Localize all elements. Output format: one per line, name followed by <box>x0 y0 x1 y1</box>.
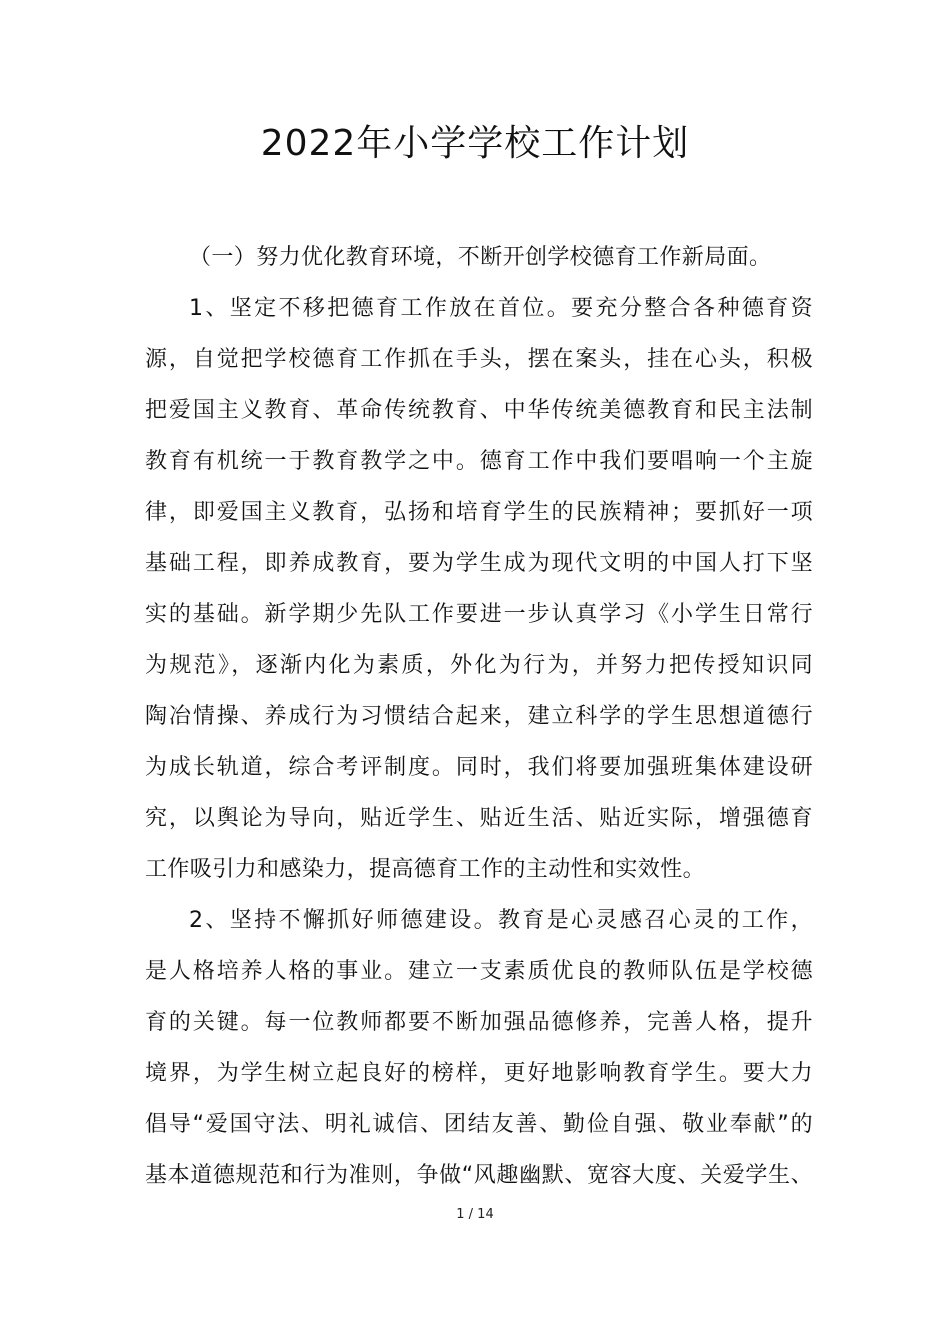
body-line: 基础工程，即养成教育，要为学生成为现代文明的中国人打下坚 <box>145 551 813 576</box>
page-number: 1 / 14 <box>456 1207 494 1222</box>
body-line: 境界，为学生树立起良好的榜样，更好地影响教育学生。要大力 <box>145 1061 813 1086</box>
body-line: 育的关键。每一位教师都要不断加强品德修养，完善人格，提升 <box>145 1010 813 1035</box>
body-line: 把爱国主义教育、革命传统教育、中华传统美德教育和民主法制 <box>145 398 813 423</box>
body-line: 基本道德规范和行为准则，争做“风趣幽默、宽容大度、关爱学生、 <box>145 1163 813 1188</box>
body-line: 究，以舆论为导向，贴近学生、贴近生活、贴近实际，增强德育 <box>145 806 813 831</box>
body-line: 律，即爱国主义教育，弘扬和培育学生的民族精神；要抓好一项 <box>145 500 813 525</box>
body-line: 源，自觉把学校德育工作抓在手头，摆在案头，挂在心头，积极 <box>145 347 813 372</box>
body-line: 倡导“爱国守法、明礼诚信、团结友善、勤俭自强、敬业奉献”的 <box>145 1112 813 1137</box>
body-line: （一）努力优化教育环境，不断开创学校德育工作新局面。 <box>189 245 772 270</box>
body-line: 为成长轨道，综合考评制度。同时，我们将要加强班集体建设研 <box>145 755 813 780</box>
body-line: 实的基础。新学期少先队工作要进一步认真学习《小学生日常行 <box>145 602 813 627</box>
body-line: 陶冶情操、养成行为习惯结合起来，建立科学的学生思想道德行 <box>145 704 813 729</box>
body-line: 1、坚定不移把德育工作放在首位。要充分整合各种德育资 <box>189 296 813 321</box>
body-line: 工作吸引力和感染力，提高德育工作的主动性和实效性。 <box>145 857 706 882</box>
body-line: 为规范》，逐渐内化为素质，外化为行为，并努力把传授知识同 <box>145 653 813 678</box>
body-line: 教育有机统一于教育教学之中。德育工作中我们要唱响一个主旋 <box>145 449 813 474</box>
body-line: 是人格培养人格的事业。建立一支素质优良的教师队伍是学校德 <box>145 959 813 984</box>
document-body <box>145 232 813 1201</box>
document-title: 2022年小学学校工作计划 <box>260 123 690 164</box>
body-line: 2、坚持不懈抓好师德建设。教育是心灵感召心灵的工作， <box>189 908 813 933</box>
